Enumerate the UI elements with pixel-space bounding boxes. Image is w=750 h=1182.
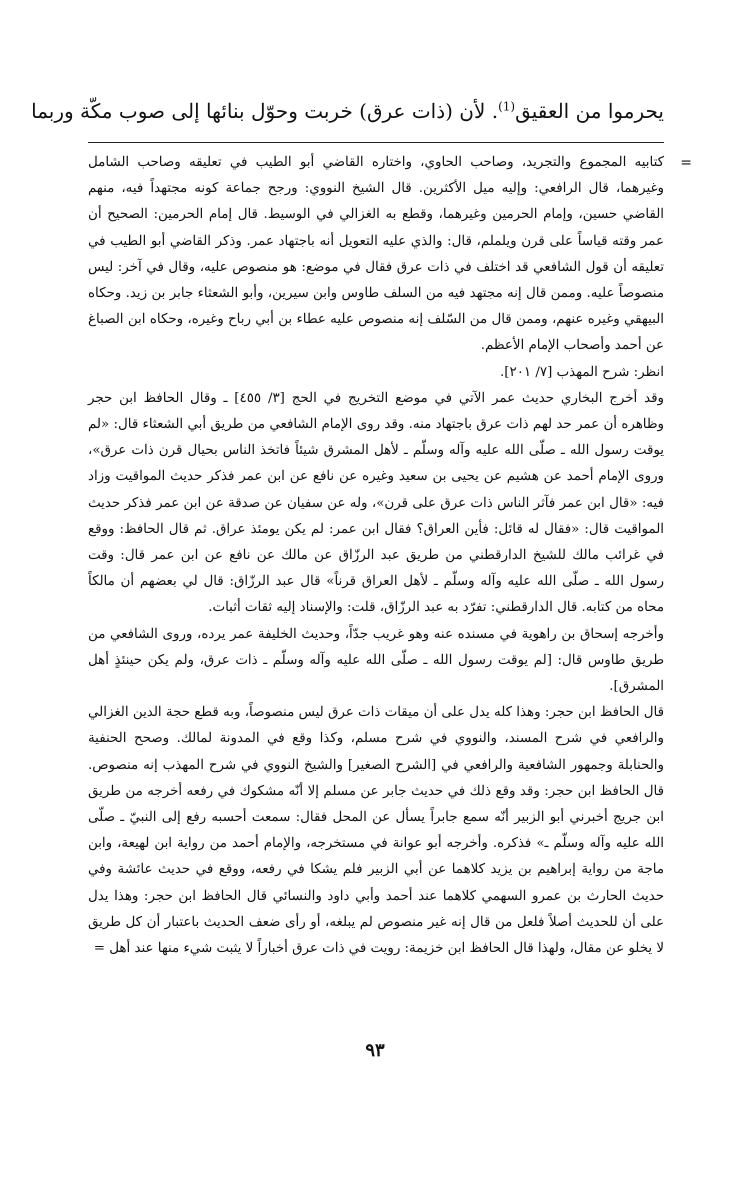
page-number: ٩٣ <box>365 1040 385 1061</box>
continuation-mark: = <box>680 155 692 171</box>
footnote-paragraph-2: انظر: شرح المهذب [٧/ ٢٠١]. <box>500 364 664 380</box>
main-text-start: يحرموا من العقيق <box>515 99 664 123</box>
main-text-rest: . لأن (ذات عرق) خربت وحوّل بنائها إلى صوب مكّة وربما <box>31 99 499 123</box>
footnote-paragraph-1 <box>88 150 692 360</box>
footnotes-section <box>88 150 692 962</box>
footnote-paragraph-3: وقد أخرج البخاري حديث عمر الآتي في موضع التخريج في الحج [٣/ ٤٥٥] ـ وقال الحافظ ابن حجر وظاهره أن عمر حد لهم ذات عرق باجتهاد منه. وقد روى الإمام الشافعي من طريق أبي الشعثاء قال: «لم يوقت رسول الله ـ صلّى الله عليه وآله وسلّم ـ لأهل المشرق شيئاً فاتخذ الناس بحيال قرن ذات عرق»، وروى الإمام أحمد عن هشيم عن يحيى بن سعيد وغيره عن نافع عن ابن عمر فذكر حديث المواقيت وزاد فيه: «قال ابن عمر فآثر الناس ذات عرق على قرن»، وله عن سفيان عن صدقة عن ابن عمر فذكر حديث المواقيت قال: «فقال له قائل: فأين العراق؟ فقال ابن عمر: لم يكن يومئذ عراق. ثم قال الحافظ: ووقع في غرائب مالك للشيخ الدارقطني من طريق عبد الرزّاق عن مالك عن نافع عن ابن عمر قال: وقت رسول الله ـ صلّى الله عليه وآله وسلّم ـ لأهل العراق قرناً» قال عبد الرزّاق: قال لي بعضهم أن مالكاً محاه من كتابه. قال الدارقطني: تفرّد به عبد الرزّاق، قلت: والإسناد إليه ثقات أثبات. <box>88 390 664 616</box>
footnote-paragraph-4: وأخرجه إسحاق بن راهوية في مسنده عنه وهو غريب جدّاً، وحديث الخليفة عمر يرده، وروى الشافعي من طريق طاوس قال: [لم يوقت رسول الله ـ صلّى الله عليه وآله وسلّم ـ ذات عرق، ولم يكن حينئذٍ أهل المشرق]. <box>88 626 664 695</box>
footnote-reference: (1) <box>498 99 516 114</box>
footnote-text: كتابيه المجموع والتجريد، وصاحب الحاوي، واختاره القاضي أبو الطيب في تعليقه وصاحب الشامل وغيرهما، قال الرافعي: وإليه ميل الأكثرين. قال الشيخ النووي: ورجح جماعة كونه مجتهداً فيه، منهم القاضي حسين، وإمام الحرمين وغيرهما، وقطع به الغزالي في الوسيط. قال إمام الحرمين: الصحيح أن عمر وقته قياساً على قرن ويلملم، قال: والذي عليه التعويل أنه باجتهاد عمر. وذكر القاضي أبو الطيب في تعليقه أن قول الشافعي قد اختلف في ذات عرق فقال في موضع: هو منصوص عليه، وقال في آخر: ليس منصوصاً عليه. وممن قال إنه مجتهد فيه من السلف طاوس وابن سيرين، وأبو الشعثاء جابر بن زيد. وحكاه البيهقي وغيره عنهم، وممن قال من السّلف إنه منصوص عليه عطاء بن أبي رباح وغيره، وحكاه ابن الصباغ عن أحمد وأصحاب الإمام الأعظم. <box>88 155 664 354</box>
footnote-paragraph-5: قال الحافظ ابن حجر: وهذا كله يدل على أن ميقات ذات عرق ليس منصوصاً، وبه قطع حجة الدين الغزالي والرافعي في شرح المسند، والنووي في شرح مسلم، وكذا وقع في المدونة لمالك. وصحح الحنفية والحنابلة وجمهور الشافعية والرافعي في [الشرح الصغير] والشيخ النووي في شرح المهذب إنه منصوص. قال الحافظ ابن حجر: وقد وقع ذلك في حديث جابر عن مسلم إلا أنّه مشكوك في رفعه أخرجه من طريق ابن جريج أخبرني أبو الزبير أنّه سمع جابراً يسأل عن المحل فقال: سمعت أحسبه رفع إلى النبيّ ـ صلّى الله عليه وآله وسلّم ـ» فذكره. وأخرجه أبو عوانة في مستخرجه، والإمام أحمد من رواية ابن لهيعة، وابن ماجة من رواية إبراهيم بن يزيد كلاهما عن أبي الزبير فلم يشكا في رفعه، ووقع في حديث عائشة وفي حديث الحارث بن عمرو السهمي كلاهما عند أحمد وأبي داود والنسائي قال الحافظ ابن حجر: وهذا يدل على أن للحديث أصلاً فلعل من قال إنه غير منصوص لم يبلغه، أو رأى ضعف الحديث باعتبار أن كل طريق لا يخلو عن مقال، ولهذا قال الحافظ ابن خزيمة: رويت في ذات عرق أخباراً لا يثبت شيء منها عند أهل = <box>88 705 664 957</box>
main-text-line <box>31 96 664 126</box>
footnote-divider <box>88 142 664 143</box>
